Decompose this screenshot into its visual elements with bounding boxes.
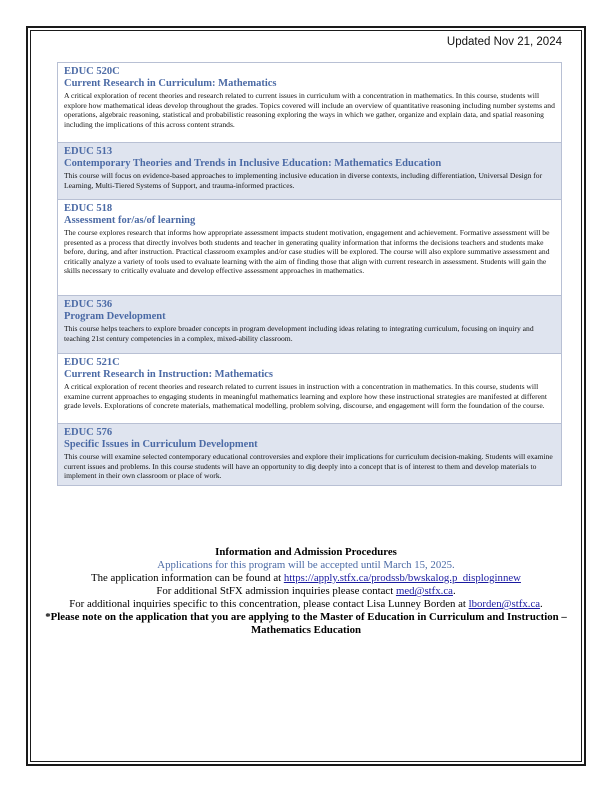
info-heading: Information and Admission Procedures [215, 546, 397, 558]
application-info-line [40, 572, 572, 585]
course-code: EDUC 536 [64, 299, 113, 310]
course-item [58, 63, 561, 143]
application-deadline: Applications for this program will be accepted until March 15, 2025. [157, 559, 455, 571]
admission-inquiry-suffix: . [452, 585, 456, 597]
course-title: Current Research in Curriculum: Mathematics [64, 78, 277, 89]
admission-info [40, 546, 572, 637]
course-description: This course helps teachers to explore broader concepts in program development including ideas relating to integrating curriculum, focusing on inquiry and teaching 21st century competencies in a complex, mixed-ability classroom. [64, 324, 534, 343]
updated-date: Updated Nov 21, 2024 [446, 36, 562, 48]
course-code: EDUC 521C [64, 357, 120, 368]
course-item [58, 296, 561, 354]
course-description: A critical exploration of recent theories and research related to current issues in instruction with a concentration in mathematics. In this course, students will examine current approaches to engaging students in meaningful mathematics learning and explore how these instructional strategies are manifested at different grade levels. Explorations of concrete materials, mathematical modelling, problem solving, discourse, and engagement will form the foundation of the course. [64, 382, 547, 411]
course-item [58, 354, 561, 424]
course-code: EDUC 513 [64, 146, 113, 157]
concentration-inquiry-line [40, 598, 572, 611]
course-code: EDUC 518 [64, 203, 113, 214]
admission-email-link[interactable]: med@stfx.ca [395, 585, 453, 597]
application-note: *Please note on the application that you are applying to the Master of Education in Curriculum and Instruction – Mathematics Education [45, 611, 567, 636]
admission-inquiry-line [40, 585, 572, 598]
course-code: EDUC 520C [64, 66, 120, 77]
application-link[interactable]: https://apply.stfx.ca/prodssb/bwskalog.p_disploginnew [283, 572, 521, 584]
course-item [58, 424, 561, 485]
application-info-text: The application information can be found at [91, 572, 284, 584]
course-title: Specific Issues in Curriculum Development [64, 439, 258, 450]
course-list [57, 62, 562, 486]
course-item [58, 143, 561, 200]
course-description: The course explores research that informs how appropriate assessment impacts student motivation, engagement and achievement. Formative assessment will be presented as a process that directly involves both students and teacher in generating quality information that informs the decisions teachers and students make before, during, and after instruction. Practical classroom examples and/or case studies will be explored. The course will also explore summative assessment and critically analyze a variety of tools used to evaluate learning with the aim of finding those that align with current research in assessment. Students will gain the skills necessary to critically evaluate and develop effective assessment approaches in mathematics. [64, 228, 550, 276]
course-description: A critical exploration of recent theories and research related to current issues in curriculum with a concentration in mathematics. In this course, students will explore how mathematical ideas develop throughout the grades. Topics covered will include an overview of quantitative reasoning including number systems and operations, algebraic reasoning, statistical and probabilistic reasoning exploring the ways in which we gather, organize and explain data, and spatial reasoning including the implications of this across content strands. [64, 91, 555, 129]
course-code: EDUC 576 [64, 427, 113, 438]
course-title: Contemporary Theories and Trends in Inclusive Education: Mathematics Education [64, 158, 442, 169]
course-title: Program Development [64, 311, 166, 322]
concentration-inquiry-text: For additional inquiries specific to this concentration, please contact Lisa Lunney Borden at [69, 598, 469, 610]
concentration-email-link[interactable]: lborden@stfx.ca [468, 598, 541, 610]
course-title: Current Research in Instruction: Mathematics [64, 369, 274, 380]
course-description: This course will examine selected contemporary educational controversies and explore their implications for curriculum decision-making. Students will examine current issues and problems. In this course students will have an opportunity to dig deeply into a concept that is of interest to them and develop materials to implement in their own classroom or place of work. [64, 452, 553, 481]
course-title: Assessment for/as/of learning [64, 215, 196, 226]
concentration-inquiry-suffix: . [540, 598, 543, 610]
course-item [58, 200, 561, 296]
course-description: This course will focus on evidence-based approaches to implementing inclusive education in diverse contexts, including differentiation, Universal Design for Learning, Multi-Tiered Systems of Support, and trauma-informed practices. [64, 171, 543, 190]
admission-inquiry-text: For additional StFX admission inquiries please contact [156, 585, 396, 597]
